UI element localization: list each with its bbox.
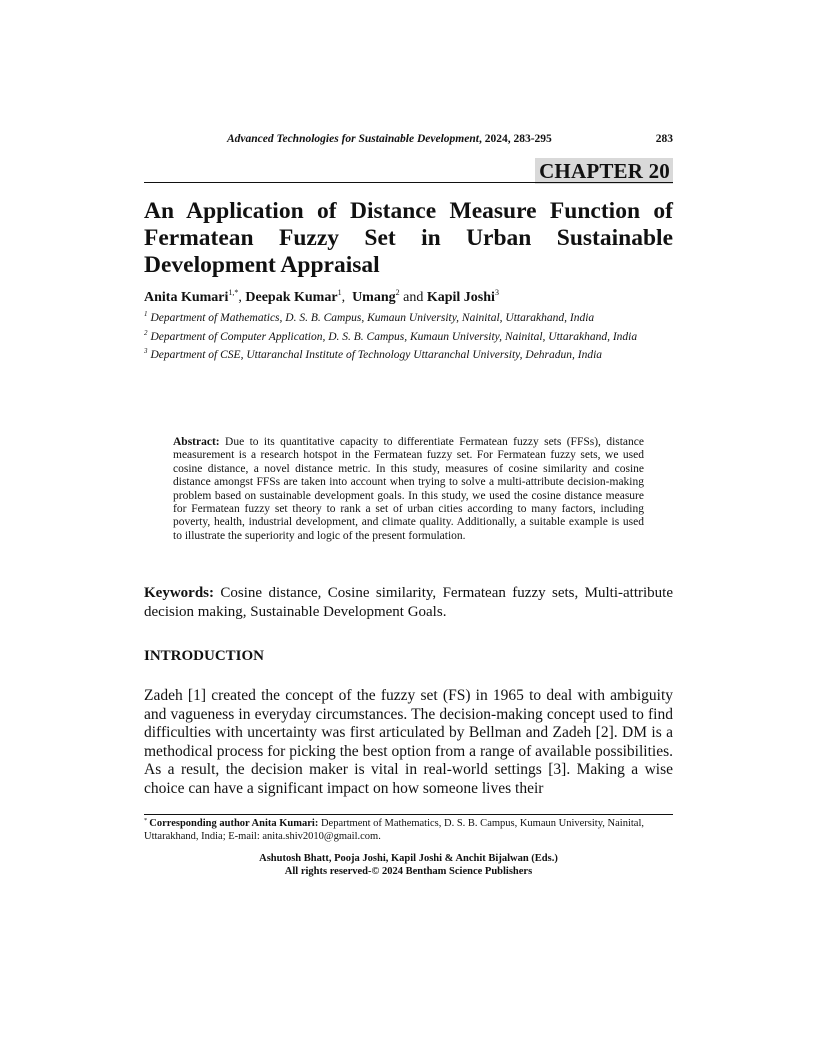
author-separator: , (341, 290, 353, 305)
chapter-rule (144, 182, 673, 183)
footnote (144, 818, 673, 843)
paper-title: An Application of Distance Measure Function of Fermatean Fuzzy Set in Urban Sustainable Development Appraisal (144, 198, 673, 278)
affiliation (144, 312, 673, 326)
author-list (144, 290, 673, 306)
publisher-block (144, 853, 673, 878)
keywords-label: Keywords: (144, 585, 214, 601)
keywords-text: Cosine distance, Cosine similarity, Fermatean fuzzy sets, Multi-attribute decision making, Sustainable Development Goals. (144, 585, 673, 620)
abstract-text: Due to its quantitative capacity to differentiate Fermatean fuzzy sets (FFSs), distance measurement is a research hotspot in the Fermatean fuzzy set. For Fermatean fuzzy sets, we used cosine distance, a novel distance metric. In this study, measures of cosine similarity and cosine distance amongst FFSs are taken into account when trying to solve a multi-attribute decision-making problem based on sustainable development goals. In this study, we used the cosine distance measure for Fermatean fuzzy set theory to rank a set of urban cities according to many factors, including poverty, health, industrial development, and climate quality. Additionally, a suitable example is used to illustrate the superiority and logic of the present formulation. (173, 436, 644, 542)
journal-name: Advanced Technologies for Sustainable Development (227, 133, 479, 145)
affiliation-number: 3 (144, 347, 148, 356)
author-separator: and (399, 290, 427, 305)
author-separator: , (238, 290, 246, 305)
footnote-rule (144, 814, 673, 815)
author (352, 290, 400, 305)
keywords (144, 584, 673, 621)
affiliation (144, 328, 673, 345)
footnote-label: Corresponding author Anita Kumari: (149, 818, 319, 829)
author-affil-mark: 2 (395, 288, 400, 297)
affiliation-text: Department of Computer Application, D. S. B. Campus, Kumaun University, Nainital, Uttarakhand, India (150, 330, 638, 343)
author-name: Anita Kumari (144, 290, 229, 305)
abstract (173, 436, 644, 543)
author (427, 290, 499, 305)
section-heading-introduction: INTRODUCTION (144, 648, 265, 664)
author (144, 290, 238, 305)
affiliation-number: 1 (144, 310, 148, 318)
affiliation-list (144, 312, 673, 368)
author (245, 290, 341, 305)
author-name: Kapil Joshi (426, 290, 495, 305)
footnote-text: Department of Mathematics, D. S. B. Campus, Kumaun University, Nainital, Uttarakhand, India; E-mail: anita.shiv2010@gmail.com. (144, 818, 644, 842)
author-name: Deepak Kumar (245, 290, 338, 305)
page-number: 283 (655, 133, 673, 145)
journal-details: , 2024, 283-295 (478, 133, 552, 145)
rights-line: All rights reserved-© 2024 Bentham Science Publishers (284, 865, 533, 877)
editors-line: Ashutosh Bhatt, Pooja Joshi, Kapil Joshi & Anchit Bijalwan (Eds.) (259, 853, 558, 864)
affiliation (144, 349, 673, 363)
abstract-label: Abstract: (173, 436, 220, 448)
footnote-mark: * (144, 817, 148, 824)
introduction-paragraph: Zadeh [1] created the concept of the fuzzy set (FS) in 1965 to deal with ambiguity and vagueness in everyday circumstances. The decision-making concept used to find difficulties with uncertainty was first articulated by Bellman and Zadeh [2]. DM is a methodical process for picking the best option from a range of available possibilities. As a result, the decision maker is vital in real-world settings [3]. Making a wise choice can have a significant impact on how someone lives their (144, 687, 673, 797)
author-name: Umang (352, 290, 396, 305)
affiliation-text: Department of Mathematics, D. S. B. Campus, Kumaun University, Nainital, Uttarakhand, India (150, 312, 595, 324)
author-affil-mark: 1,* (228, 288, 239, 297)
affiliation-text: Department of CSE, Uttaranchal Institute of Technology Uttaranchal University, Dehradun, India (150, 349, 603, 362)
author-affil-mark: 3 (494, 288, 499, 297)
chapter-label: CHAPTER 20 (535, 158, 673, 184)
author-affil-mark: 1 (337, 288, 342, 297)
affiliation-number: 2 (144, 328, 148, 337)
